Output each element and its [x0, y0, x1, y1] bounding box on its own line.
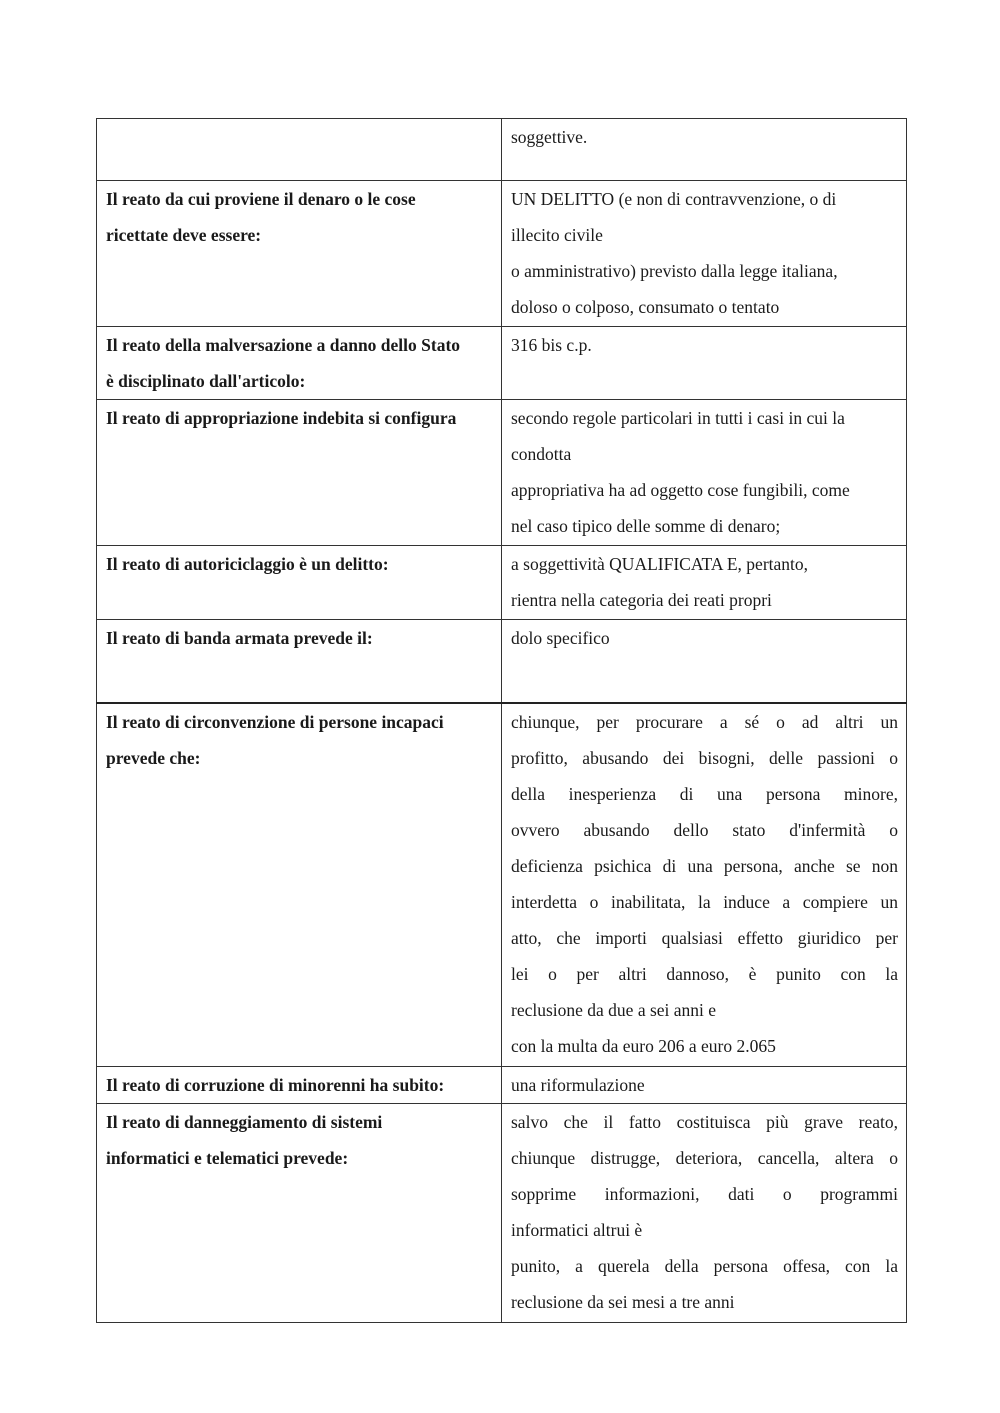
answer-cell	[502, 400, 907, 546]
question-line: Il reato da cui proviene il denaro o le cose	[106, 189, 416, 209]
table-row	[97, 400, 907, 546]
answer-line: UN DELITTO (e non di contravvenzione, o di	[511, 189, 837, 209]
answer-line: con la multa da euro 206 a euro 2.065	[511, 1035, 776, 1056]
answer-line: reclusione da due a sei anni e	[511, 999, 717, 1020]
answer-line: profitto, abusando dei bisogni, delle passioni o	[511, 747, 898, 768]
question-line: Il reato di banda armata prevede il:	[106, 628, 373, 648]
question-cell	[97, 181, 502, 327]
qa-table	[96, 118, 907, 1323]
answer-line: chiunque distrugge, deteriora, cancella, altera o	[511, 1148, 898, 1168]
answer-cell	[502, 620, 907, 703]
table-row	[97, 546, 907, 620]
table-row	[97, 703, 907, 1067]
answer-line: a soggettività QUALIFICATA E, pertanto,	[511, 554, 809, 574]
question-line: Il reato della malversazione a danno dello Stato	[106, 335, 461, 355]
table-row	[97, 327, 907, 400]
question-line: ricettate deve essere:	[106, 225, 262, 245]
question-line: Il reato di corruzione di minorenni ha subito:	[106, 1075, 445, 1095]
question-line: Il reato di circonvenzione di persone incapaci	[106, 711, 444, 732]
answer-line: doloso o colposo, consumato o tentato	[511, 297, 780, 317]
answer-line: o amministrativo) previsto dalla legge italiana,	[511, 261, 838, 281]
answer-line: punito, a querela della persona offesa, con la	[511, 1256, 898, 1276]
answer-line: reclusione da sei mesi a tre anni	[511, 1292, 735, 1312]
question-line: Il reato di autoriciclaggio è un delitto:	[106, 554, 389, 574]
answer-line: informatici altrui è	[511, 1220, 643, 1240]
answer-line: dolo specifico	[511, 628, 610, 648]
answer-line: lei o per altri dannoso, è punito con la	[511, 963, 898, 984]
answer-line: salvo che il fatto costituisca più grave reato,	[511, 1112, 898, 1132]
answer-line: nel caso tipico delle somme di denaro;	[511, 516, 781, 536]
table-row	[97, 1104, 907, 1323]
table-row	[97, 181, 907, 327]
question-line: prevede che:	[106, 747, 201, 768]
answer-line: deficienza psichica di una persona, anche se non	[511, 855, 898, 876]
table-row	[97, 119, 907, 181]
question-line: è disciplinato dall'articolo:	[106, 371, 306, 391]
answer-cell	[502, 181, 907, 327]
answer-line: ovvero abusando dello stato d'infermità o	[511, 819, 898, 840]
table-row	[97, 620, 907, 703]
question-cell	[97, 327, 502, 400]
answer-line: 316 bis c.p.	[511, 335, 592, 355]
question-cell	[97, 703, 502, 1067]
question-cell	[97, 400, 502, 546]
answer-line: sopprime informazioni, dati o programmi	[511, 1184, 898, 1204]
answer-line: condotta	[511, 444, 572, 464]
answer-line: secondo regole particolari in tutti i casi in cui la	[511, 408, 845, 428]
question-cell	[97, 1067, 502, 1104]
answer-line: atto, che importi qualsiasi effetto giuridico per	[511, 927, 898, 948]
answer-line: una riformulazione	[511, 1075, 645, 1095]
question-line: Il reato di appropriazione indebita si configura	[106, 408, 457, 428]
answer-line: chiunque, per procurare a sé o ad altri un	[511, 711, 898, 732]
question-line: Il reato di danneggiamento di sistemi	[106, 1112, 383, 1132]
answer-cell	[502, 703, 907, 1067]
answer-cell	[502, 1067, 907, 1104]
answer-line: interdetta o inabilitata, la induce a compiere un	[511, 891, 898, 912]
answer-cell	[502, 327, 907, 400]
answer-line: della inesperienza di una persona minore,	[511, 783, 898, 804]
answer-cell	[502, 546, 907, 620]
answer-cell	[502, 119, 907, 181]
answer-line: appropriativa ha ad oggetto cose fungibili, come	[511, 480, 850, 500]
answer-line: rientra nella categoria dei reati propri	[511, 590, 772, 610]
question-cell	[97, 119, 502, 181]
question-cell	[97, 620, 502, 703]
answer-line: soggettive.	[511, 127, 588, 147]
answer-cell	[502, 1104, 907, 1323]
question-cell	[97, 1104, 502, 1323]
table-row	[97, 1067, 907, 1104]
question-cell	[97, 546, 502, 620]
answer-line: illecito civile	[511, 225, 603, 245]
question-line: informatici e telematici prevede:	[106, 1148, 349, 1168]
